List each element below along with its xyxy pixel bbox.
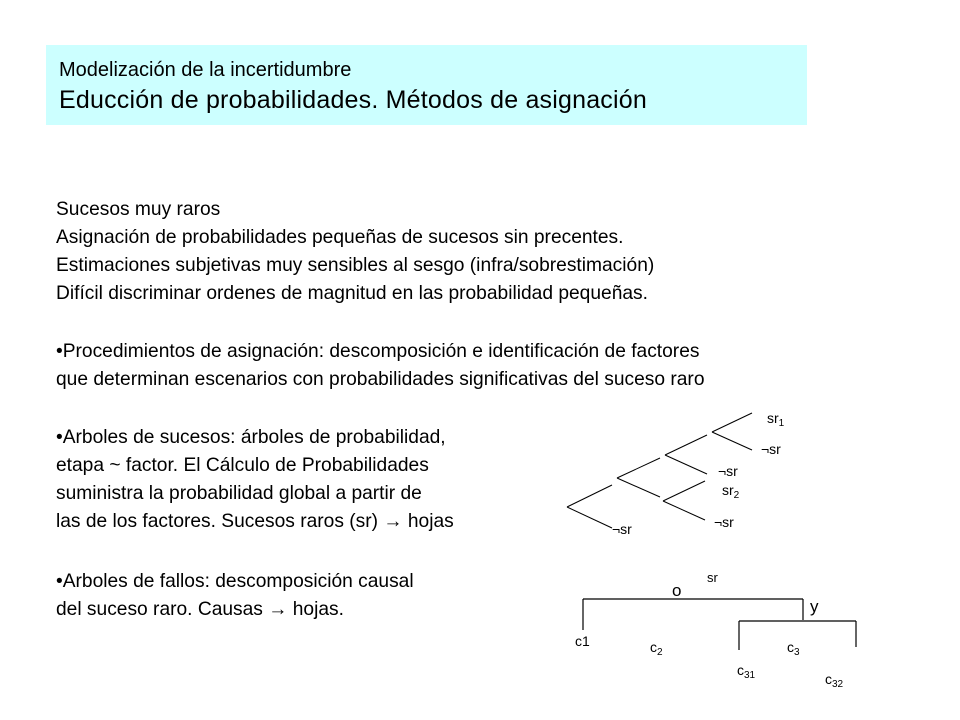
or-gate-label: o (672, 581, 682, 600)
fault-top-event: sr (707, 570, 718, 585)
and-gate-label: y (810, 597, 819, 616)
branch (712, 413, 752, 432)
leaf-not-sr: ¬sr (761, 441, 781, 457)
branch (665, 455, 707, 474)
branch (617, 478, 660, 497)
text-line: Sucesos muy raros (56, 199, 221, 220)
branch (712, 432, 752, 450)
cause-c1: c1 (575, 633, 590, 649)
branch (663, 501, 705, 520)
cause-c31: $c_{31}$ (737, 662, 756, 681)
text-line: las de los factores. Sucesos raros (sr) → hojas (56, 511, 454, 532)
leaf-not-sr: ¬sr (718, 463, 738, 479)
bullet-procedures: •Procedimientos de asignación: descomposición e identificación de factores (56, 341, 700, 362)
text-line: que determinan escenarios con probabilidades significativas del suceso raro (56, 369, 705, 390)
leaf-sr1: $sr_1$ (767, 410, 785, 429)
cause-c2: $c_2$ (650, 639, 663, 658)
slide-subtitle: Modelización de la incertidumbre (59, 59, 352, 81)
text-line: Asignación de probabilidades pequeñas de sucesos sin precentes. (56, 227, 624, 248)
text-line: suministra la probabilidad global a partir de (56, 483, 422, 504)
text-line: etapa ~ factor. El Cálculo de Probabilidades (56, 455, 429, 476)
text-line: del suceso raro. Causas → hojas. (56, 599, 344, 620)
bullet-event-trees: •Arboles de sucesos: árboles de probabilidad, (56, 427, 446, 448)
leaf-not-sr: ¬sr (612, 521, 632, 537)
cause-c32: $c_{32}$ (825, 671, 844, 690)
branch (567, 507, 612, 528)
slide-title: Educción de probabilidades. Métodos de asignación (59, 86, 647, 114)
cause-c3: $c_3$ (787, 639, 800, 658)
text-line: Difícil discriminar ordenes de magnitud en las probabilidad pequeñas. (56, 283, 648, 304)
leaf-sr2: $sr_2$ (722, 482, 740, 501)
branch (567, 485, 612, 507)
branch (665, 435, 707, 455)
bullet-fault-trees: •Arboles de fallos: descomposición causal (56, 571, 414, 592)
branch (663, 481, 705, 501)
branch (617, 458, 660, 478)
leaf-not-sr: ¬sr (714, 514, 734, 530)
text-line: Estimaciones subjetivas muy sensibles al sesgo (infra/sobrestimación) (56, 255, 655, 276)
